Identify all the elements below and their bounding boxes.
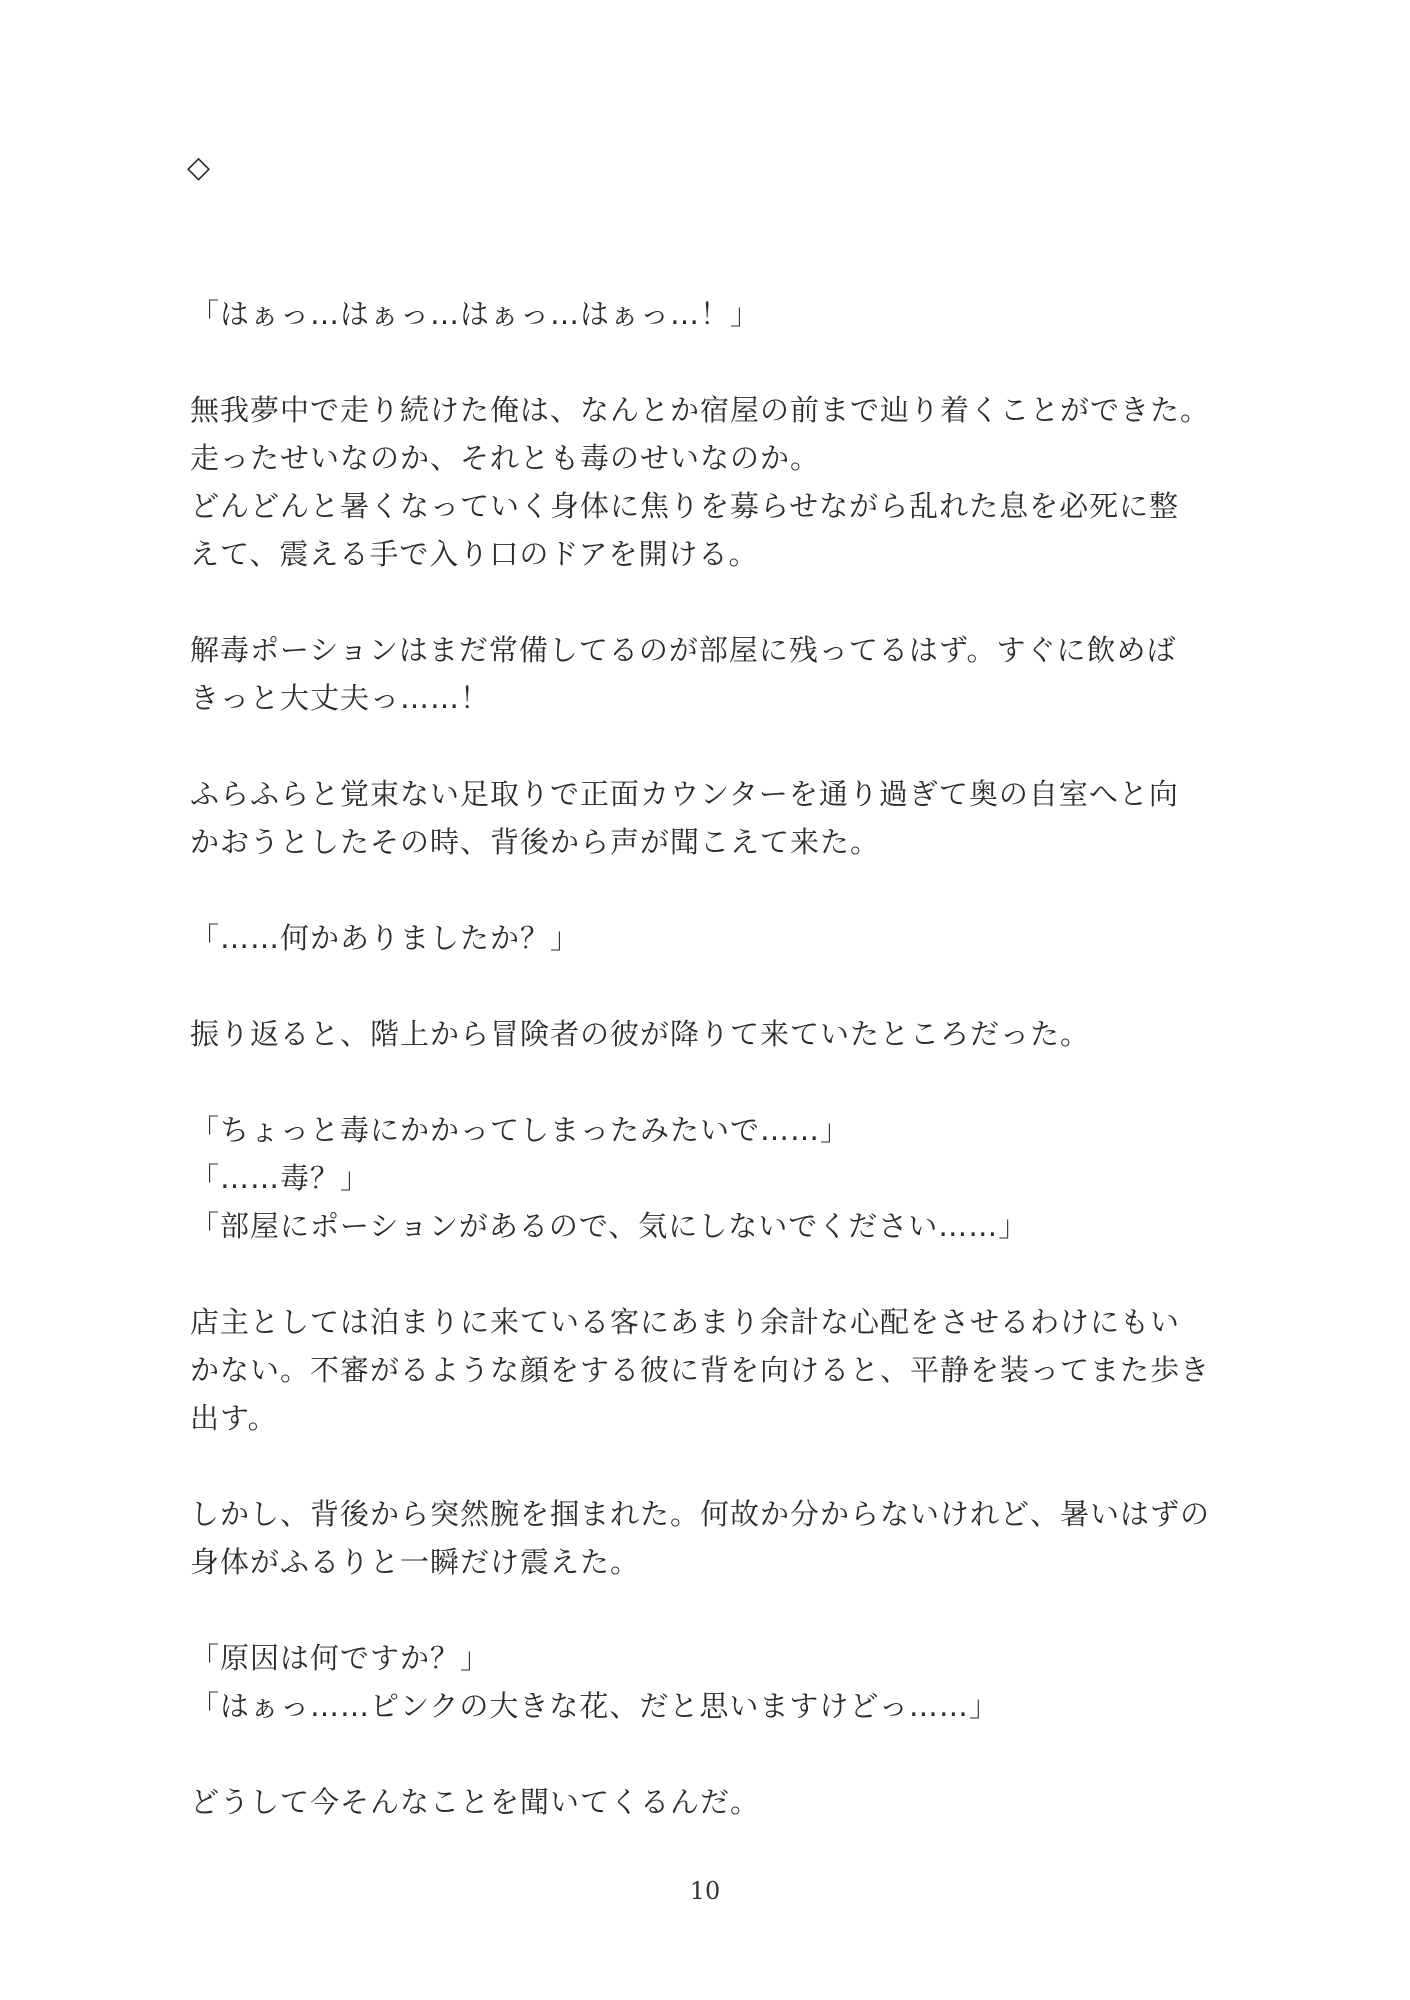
text-line: かおうとしたその時、背後から声が聞こえて来た。	[190, 825, 881, 859]
text-line: 無我夢中で走り続けた俺は、なんとか宿屋の前まで辿り着くことができた。	[190, 393, 1211, 427]
text-line: 出す。	[190, 1401, 278, 1435]
text-line: 「……毒？」	[190, 1161, 371, 1195]
paragraph	[190, 1106, 1240, 1250]
paragraph	[190, 290, 1240, 338]
text-line: 店主としては泊まりに来ている客にあまり余計な心配をさせるわけにもい	[190, 1305, 1181, 1339]
paragraph	[190, 770, 1240, 866]
text-line: 「ちょっと毒にかかってしまったみたいで……」	[190, 1113, 851, 1147]
text-line: しかし、背後から突然腕を掴まれた。何故か分からないけれど、暑いはずの	[190, 1497, 1211, 1531]
paragraph	[190, 914, 1240, 962]
text-line: きっと大丈夫っ……！	[190, 681, 491, 715]
paragraph	[190, 626, 1240, 722]
text-line: 解毒ポーションはまだ常備してるのが部屋に残ってるはず。すぐに飲めば	[190, 633, 1177, 667]
text-line: 「部屋にポーションがあるので、気にしないでください……」	[190, 1209, 1029, 1243]
text-line: 振り返ると、階上から冒険者の彼が降りて来ていたところだった。	[190, 1017, 1091, 1051]
paragraph	[190, 1010, 1240, 1058]
text-line: かない。不審がるような顔をする彼に背を向けると、平静を装ってまた歩き	[190, 1353, 1211, 1387]
paragraph	[190, 1634, 1240, 1730]
text-line: 「……何かありましたか？」	[190, 921, 581, 955]
paragraph	[190, 1778, 1240, 1826]
text-line: 走ったせいなのか、それとも毒のせいなのか。	[190, 441, 821, 475]
page-number: 10	[689, 1877, 721, 1905]
text-line: ふらふらと覚束ない足取りで正面カウンターを通り過ぎて奥の自室へと向	[190, 777, 1179, 811]
text-line: 「はぁっ…はぁっ…はぁっ…はぁっ…！」	[190, 297, 761, 331]
paragraph	[190, 1490, 1240, 1586]
text-line: どんどんと暑くなっていく身体に焦りを募らせながら乱れた息を必死に整	[190, 489, 1180, 523]
body-text	[190, 290, 1240, 1874]
text-line: どうして今そんなことを聞いてくるんだ。	[190, 1785, 761, 1819]
paragraph	[190, 1298, 1240, 1442]
text-line: 「原因は何ですか？」	[190, 1641, 491, 1675]
text-line: 「はぁっ……ピンクの大きな花、だと思いますけどっ……」	[190, 1689, 999, 1723]
text-line: 身体がふるりと一瞬だけ震えた。	[190, 1545, 641, 1579]
section-marker: ◇	[187, 150, 211, 185]
paragraph	[190, 386, 1240, 578]
text-line: えて、震える手で入り口のドアを開ける。	[190, 537, 759, 571]
